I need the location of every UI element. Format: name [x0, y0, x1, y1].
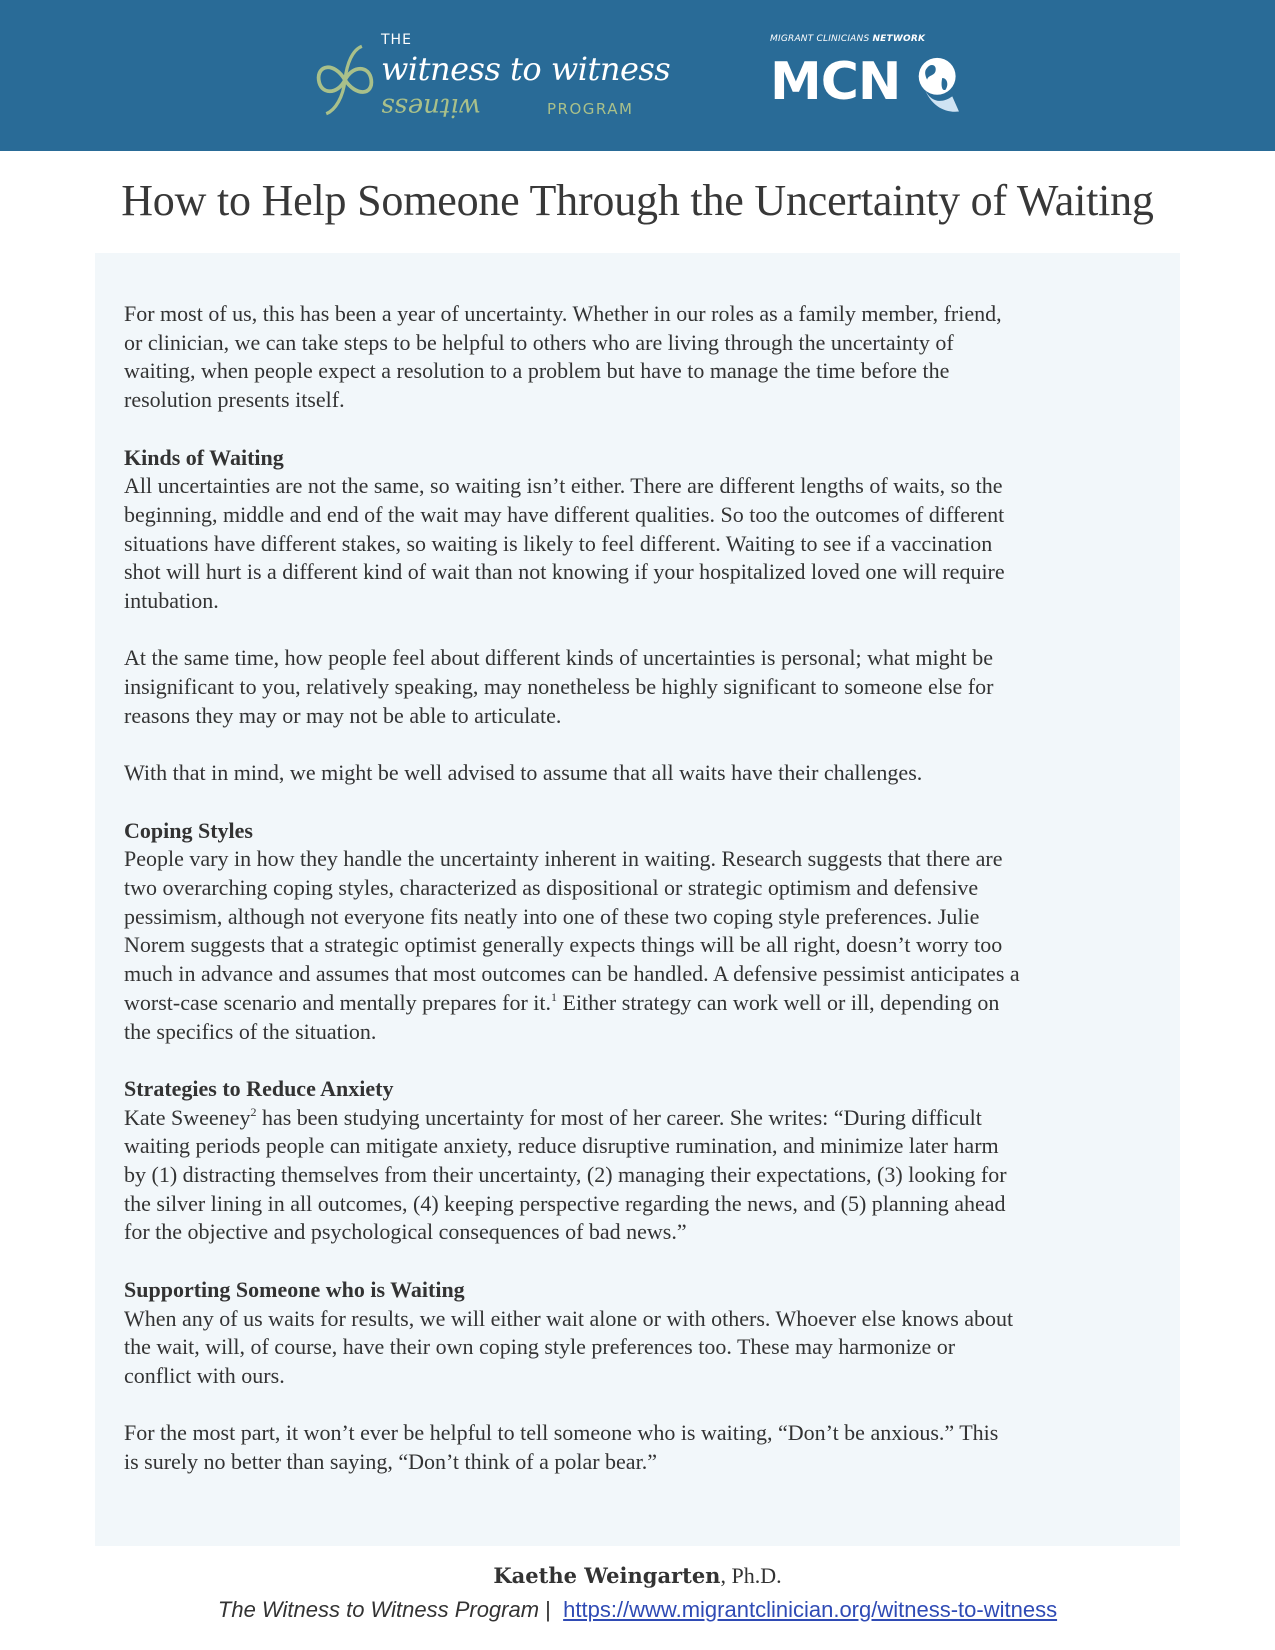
text-line: reasons they may or may not be able to articulate. — [124, 702, 562, 728]
witness-to-witness-logo — [315, 30, 745, 130]
text-line: shot will hurt is a different kind of wait than not knowing if your hospitalized loved one will require — [124, 559, 1005, 585]
mcn-logo — [770, 34, 970, 124]
mcn-network-suffix: NETWORK — [872, 34, 926, 44]
text-line: situations have different stakes, so waiting is likely to feel different. Waiting to see if a vaccination — [124, 530, 993, 556]
footnote-ref-2[interactable]: 2 — [250, 1104, 257, 1119]
text-line: conflict with ours. — [124, 1362, 285, 1388]
text-line: is surely no better than saying, “Don’t think of a polar bear.” — [124, 1449, 657, 1475]
text-line: intubation. — [124, 588, 219, 614]
logo-program-text: PROGRAM — [547, 100, 634, 118]
text-line: All uncertainties are not the same, so waiting isn’t either. There are different lengths of waits, so the — [124, 473, 1003, 499]
text-line: two overarching coping styles, characterized as dispositional or strategic optimism and defensive — [124, 875, 979, 900]
text-segment: Either strategy can work well or ill, depending on — [557, 989, 1000, 1015]
footer-program-line — [0, 1596, 1275, 1624]
text-line: For most of us, this has been a year of uncertainty. Whether in our roles as a family member, friend, — [124, 301, 1002, 326]
program-url-link[interactable]: https://www.migrantclinician.org/witness-to-witness — [563, 1597, 1058, 1622]
logo-mirrored-text: witness — [381, 92, 481, 122]
text-line: the wait, will, of course, have their own coping style preferences too. These may harmonize or — [124, 1334, 956, 1360]
text-line: for the objective and psychological consequences of bad news.” — [124, 1219, 687, 1245]
coping-paragraph — [124, 845, 1154, 1046]
page-title: How to Help Someone Through the Uncertainty of Waiting — [121, 176, 1154, 225]
logo-name-text: witness to witness — [381, 50, 671, 88]
footnote-ref-1[interactable]: 1 — [551, 989, 557, 1004]
separator: | — [539, 1597, 564, 1622]
text-line: Norem suggests that a strategic optimist generally expects things will be all right, doesn’t worry too — [124, 932, 1003, 958]
infinity-knot-icon — [315, 40, 375, 120]
section-heading-coping-styles: Coping Styles — [124, 817, 253, 843]
article-body — [124, 300, 1154, 1477]
text-line: People vary in how they handle the uncertainty inherent in waiting. Research suggests that there are — [124, 846, 1003, 872]
text-line: or clinician, we can take steps to be helpful to others who are living through the uncertainty of — [124, 329, 954, 355]
author-byline — [0, 1562, 1275, 1590]
text-line: resolution presents itself. — [124, 387, 345, 413]
text-line — [124, 1104, 1154, 1133]
text-line: For the most part, it won’t ever be helpful to tell someone who is waiting, “Don’t be anxious.” This — [124, 1420, 999, 1446]
text-line: At the same time, how people feel about different kinds of uncertainties is personal; what might be — [124, 645, 993, 671]
text-line: waiting periods people can mitigate anxiety, reduce disruptive rumination, and minimize later harm — [124, 1133, 999, 1159]
program-name: The Witness to Witness Program — [217, 1597, 540, 1622]
section-heading-strategies: Strategies to Reduce Anxiety — [124, 1075, 394, 1101]
text-segment: worst-case scenario and mentally prepares for it. — [124, 989, 551, 1015]
section-heading-supporting: Supporting Someone who is Waiting — [124, 1276, 465, 1302]
kinds-paragraph-3 — [124, 759, 1154, 788]
text-line — [124, 989, 1154, 1018]
text-segment: Kate Sweeney — [124, 1104, 251, 1130]
globe-ribbon-icon — [912, 52, 964, 114]
section-heading-kinds-of-waiting: Kinds of Waiting — [124, 444, 284, 470]
text-line: waiting, when people expect a resolution to a problem but have to manage the time before the — [124, 358, 950, 384]
logo-the-text: THE — [381, 32, 412, 48]
kinds-paragraph-2 — [124, 644, 1154, 730]
mcn-network-text — [770, 34, 925, 45]
text-line: by (1) distracting themselves from their uncertainty, (2) managing their expectations, (3) looking for — [124, 1162, 1007, 1188]
text-line: insignificant to you, relatively speaking, may nonetheless be highly significant to someone else for — [124, 674, 994, 700]
text-segment: has been studying uncertainty for most of her career. She writes: “During difficult — [256, 1104, 982, 1130]
strategies-paragraph — [124, 1104, 1154, 1248]
supporting-paragraph-2 — [124, 1419, 1154, 1476]
mcn-network-prefix: MIGRANT CLINICIANS — [770, 34, 870, 44]
author-credential: , Ph.D. — [720, 1563, 782, 1588]
mcn-letters: MCN — [770, 52, 901, 112]
supporting-paragraph-1 — [124, 1305, 1154, 1391]
text-line: When any of us waits for results, we will either wait alone or with others. Whoever else knows about — [124, 1305, 1014, 1331]
text-line: the specifics of the situation. — [124, 1018, 377, 1044]
author-name: Kaethe Weingarten — [493, 1563, 721, 1588]
header-banner — [0, 0, 1275, 151]
text-line: pessimism, although not everyone fits neatly into one of these two coping style preferences. Julie — [124, 903, 980, 929]
text-line: the silver lining in all outcomes, (4) keeping perspective regarding the news, and (5) planning ahead — [124, 1190, 1006, 1216]
intro-paragraph — [124, 300, 1154, 415]
kinds-paragraph-1 — [124, 472, 1154, 616]
text-line: much in advance and assumes that most outcomes can be handled. A defensive pessimist anticipates a — [124, 961, 1020, 987]
text-line: With that in mind, we might be well advised to assume that all waits have their challenges. — [124, 760, 923, 786]
text-line: beginning, middle and end of the wait may have different qualities. So too the outcomes of different — [124, 501, 1005, 527]
